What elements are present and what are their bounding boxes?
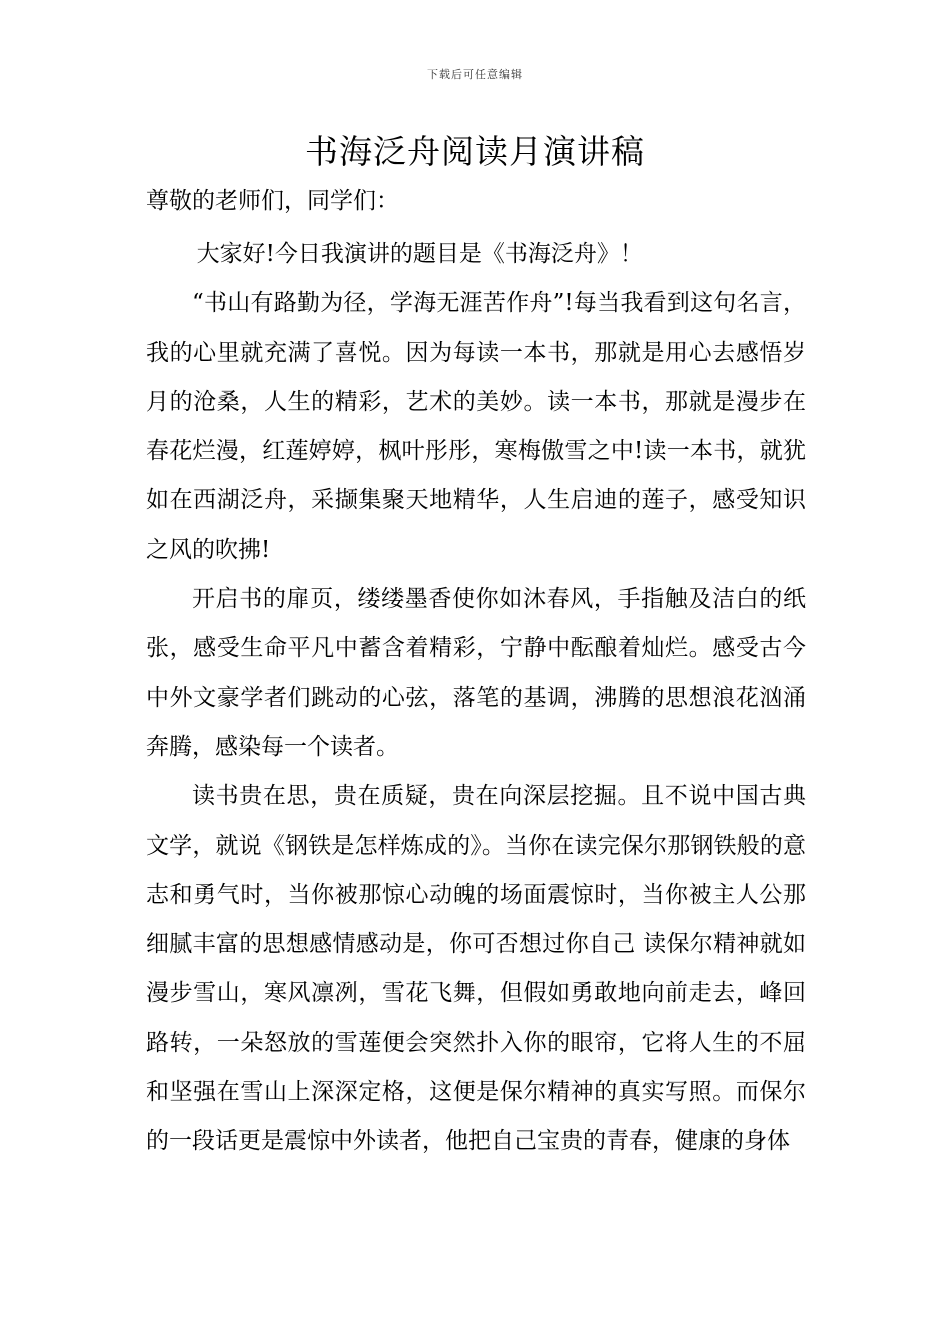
header-note: 下载后可任意编辑	[427, 68, 523, 81]
salutation: 尊敬的老师们，同学们：	[146, 188, 399, 214]
paragraph-greeting: 大家好!今日我演讲的题目是《书海泛舟》！	[196, 241, 643, 267]
paragraph: “书山有路勤为径，学海无涯苦作舟”!每当我看到这句名言，我的心里就充满了喜悦。因为每读一本书，那就是用心去感悟岁月的沧桑，人生的精彩，艺术的美妙。读一本书，那就是漫步在春花烂漫，红莲婷婷，枫叶彤彤，寒梅傲雪之中!读一本书，就犹如在西湖泛舟，采撷集聚天地精华，人生启迪的莲子，感受知识之风的吹拂!	[146, 290, 806, 563]
paragraph: 开启书的扉页，缕缕墨香使你如沐春风，手指触及洁白的纸张，感受生命平凡中蓄含着精彩，宁静中酝酿着灿烂。感受古今中外文豪学者们跳动的心弦，落笔的基调，沸腾的思想浪花汹涌奔腾，感染每一个读者。	[146, 586, 806, 760]
speech-body	[146, 230, 806, 1167]
paragraph: 读书贵在思，贵在质疑，贵在向深层挖掘。且不说中国古典文学，就说《钢铁是怎样炼成的》。当你在读完保尔那钢铁般的意志和勇气时，当你被那惊心动魄的场面震惊时，当你被主人公那细腻丰富的思想感情感动是，你可否想过你自己 读保尔精神就如漫步雪山，寒风凛冽，雪花飞舞，但假如勇敢地向前走去，峰回路转，一朵怒放的雪莲便会突然扑入你的眼帘，它将人生的不屈和坚强在雪山上深深定格，这便是保尔精神的真实写照。而保尔的一段话更是震惊中外读者，他把自己宝贵的青春，健康的身体	[146, 783, 806, 1155]
document-title: 书海泛舟阅读月演讲稿	[305, 132, 645, 171]
